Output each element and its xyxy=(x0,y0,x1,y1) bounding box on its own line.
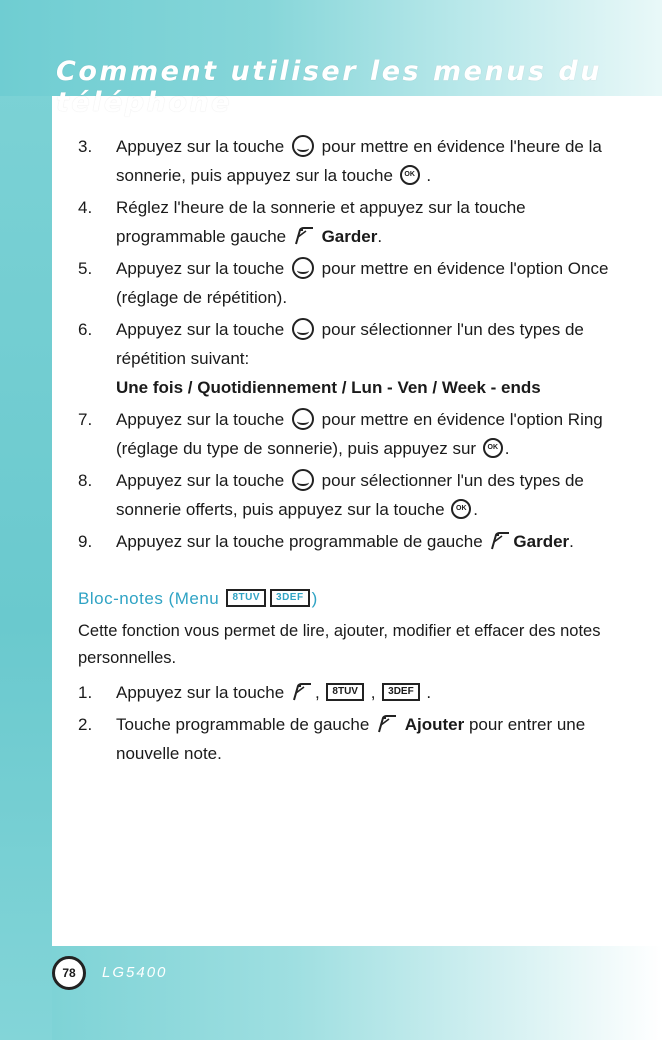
instruction-step xyxy=(78,710,638,768)
instruction-step xyxy=(78,466,638,524)
step-number: 3. xyxy=(78,137,93,156)
key-3def-icon: 3DEF xyxy=(270,589,310,607)
navigation-key-icon xyxy=(292,408,314,430)
instruction-step xyxy=(78,254,638,312)
step-text: Appuyez sur la touche pour mettre en évidence l'option Once (réglage de répétition). xyxy=(116,254,638,312)
intro-paragraph: Cette fonction vous permet de lire, ajouter, modifier et effacer des notes personnelles. xyxy=(78,622,601,667)
left-soft-key-icon xyxy=(376,714,398,734)
step-text: Appuyez sur la touche pour sélectionner l'un des types de répétition suivant: Une fois / Quotidiennement / Lun - Ven / Week - ends xyxy=(116,315,638,402)
step-text: Appuyez sur la touche programmable de gauche Garder. xyxy=(116,532,574,551)
step-text: Appuyez sur la touche , 8TUV , 3DEF . xyxy=(116,683,432,702)
step-number: 7. xyxy=(78,410,93,429)
step-text: Touche programmable de gauche Ajouter pour entrer une nouvelle note. xyxy=(116,715,586,763)
model-name: LG5400 xyxy=(102,964,168,981)
step-text: Appuyez sur la touche pour mettre en évidence l'heure de la sonnerie, puis appuyez sur la touche OK . xyxy=(116,132,638,190)
ok-key-icon: OK xyxy=(483,438,503,458)
emphasis-text: Une fois / Quotidiennement / Lun - Ven / Week - ends xyxy=(116,378,541,397)
step-number: 1. xyxy=(78,683,93,702)
left-soft-key-icon xyxy=(293,226,315,246)
emphasis-text: Garder xyxy=(321,227,378,246)
step-text: Réglez l'heure de la sonnerie et appuyez sur la touche programmable gauche Garder. xyxy=(116,198,526,246)
navigation-key-icon xyxy=(292,257,314,279)
instruction-step xyxy=(78,315,638,402)
instruction-step xyxy=(78,678,638,707)
step-number: 5. xyxy=(78,259,93,278)
navigation-key-icon xyxy=(292,318,314,340)
navigation-key-icon xyxy=(292,135,314,157)
left-soft-key-icon xyxy=(489,531,511,551)
step-number: 8. xyxy=(78,471,93,490)
step-number: 6. xyxy=(78,320,93,339)
steps-list-notepad xyxy=(78,678,638,768)
page-title: Comment utiliser les menus du téléphone xyxy=(56,56,602,118)
key-8tuv-icon: 8TUV xyxy=(326,683,364,701)
emphasis-text: Ajouter xyxy=(404,715,465,734)
header-band xyxy=(0,0,662,118)
ok-key-icon: OK xyxy=(400,165,420,185)
navigation-key-icon xyxy=(292,469,314,491)
instruction-step xyxy=(78,405,638,463)
key-3def-icon: 3DEF xyxy=(382,683,420,701)
footer-band xyxy=(52,946,662,1040)
emphasis-text: Garder xyxy=(513,532,570,551)
ok-key-icon: OK xyxy=(451,499,471,519)
instruction-step xyxy=(78,193,638,251)
section-title-text: Bloc-notes (Menu xyxy=(78,589,225,608)
step-number: 4. xyxy=(78,198,93,217)
step-number: 9. xyxy=(78,532,93,551)
left-soft-key-icon xyxy=(291,682,313,702)
step-number: 2. xyxy=(78,715,93,734)
page-number-badge: 78 xyxy=(52,956,86,990)
left-decorative-band xyxy=(0,0,52,1040)
key-8tuv-icon: 8TUV xyxy=(226,589,266,607)
instruction-step xyxy=(78,132,638,190)
page-content xyxy=(78,132,638,771)
step-text: Appuyez sur la touche pour mettre en évidence l'option Ring (réglage du type de sonnerie), puis appuyez sur OK . xyxy=(116,405,638,463)
section-title-close: ) xyxy=(311,589,318,608)
step-text: Appuyez sur la touche pour sélectionner l'un des types de sonnerie offerts, puis appuyez sur la touche OK . xyxy=(116,466,638,524)
section-heading-notepad xyxy=(78,586,638,612)
instruction-step xyxy=(78,527,638,556)
steps-list-alarm xyxy=(78,132,638,556)
